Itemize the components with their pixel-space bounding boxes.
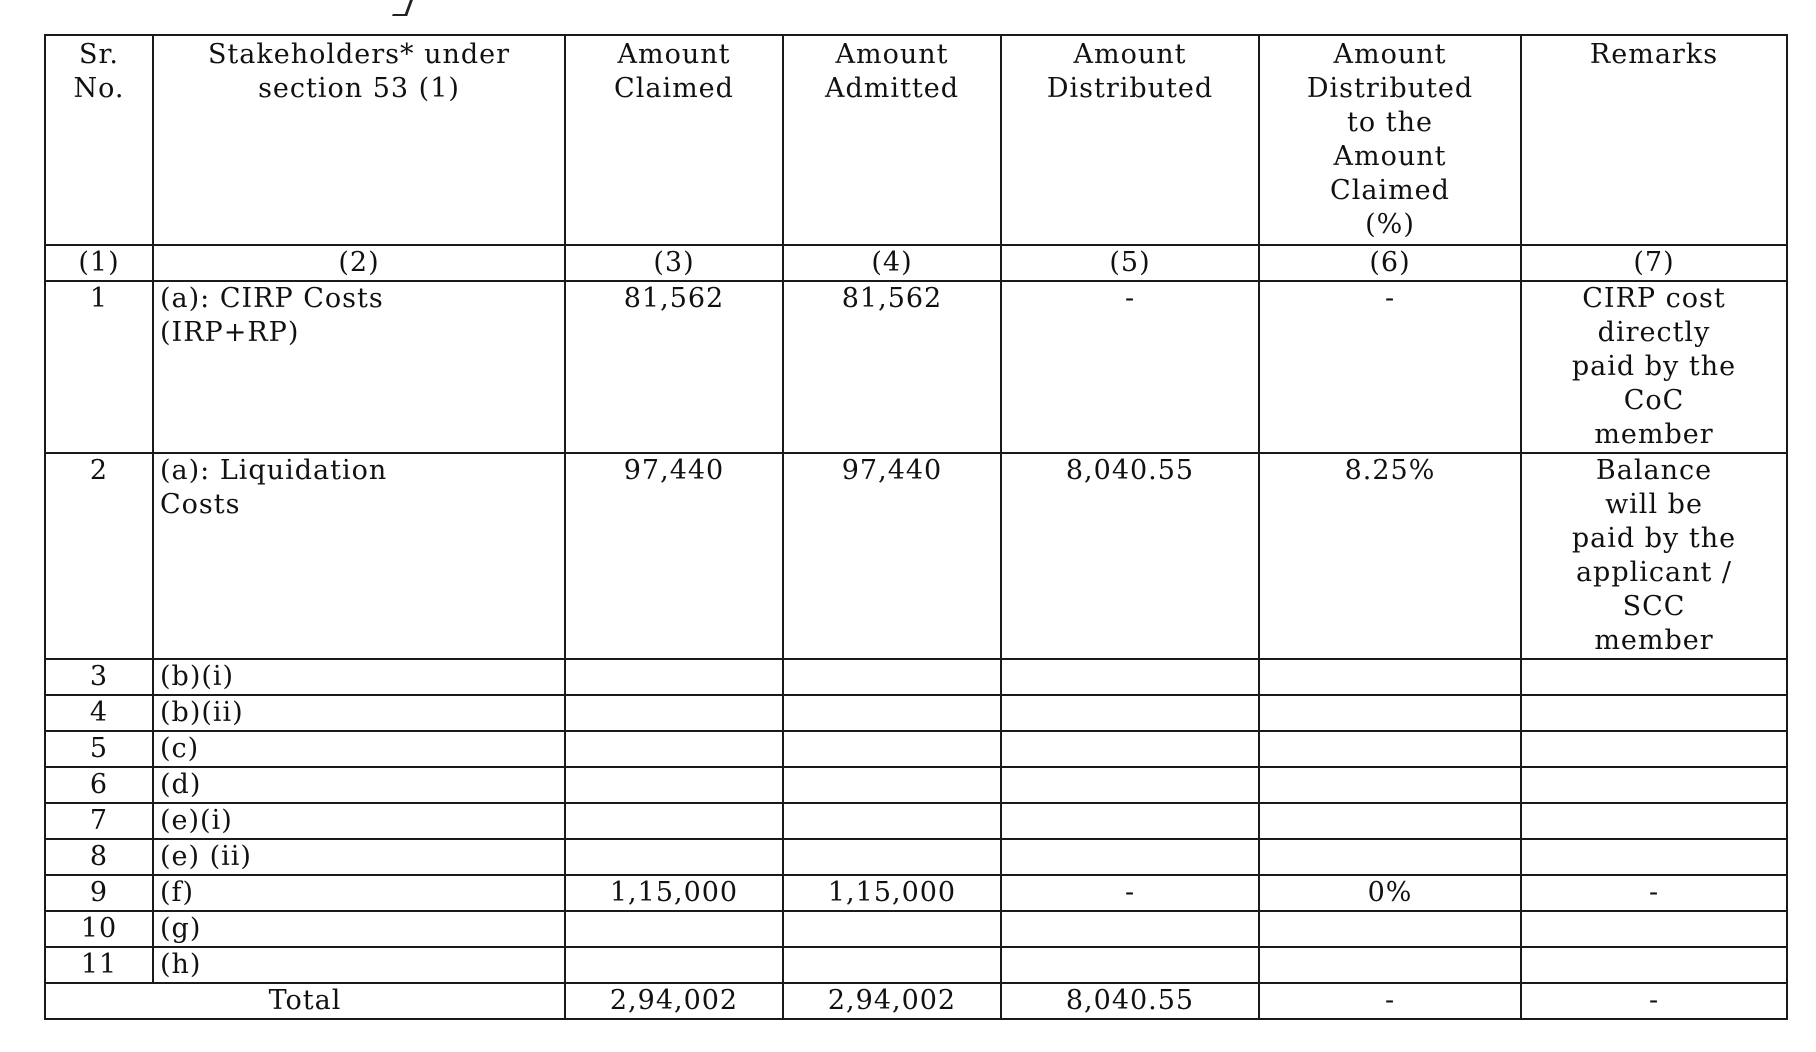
percent-distributed-cell — [1259, 911, 1521, 947]
remarks-cell — [1521, 839, 1787, 875]
stakeholder-cell: (e)(i) — [153, 803, 565, 839]
amount-distributed-cell — [1001, 659, 1259, 695]
amount-admitted-cell — [783, 695, 1001, 731]
stakeholder-cell: (c) — [153, 731, 565, 767]
percent-distributed-cell — [1259, 731, 1521, 767]
percent-distributed-cell — [1259, 803, 1521, 839]
amount-admitted-cell: 1,15,000 — [783, 875, 1001, 911]
table-row — [45, 947, 1787, 983]
column-number: (3) — [565, 245, 783, 281]
table-row — [45, 659, 1787, 695]
stakeholder-cell: (a): CIRP Costs (IRP+RP) — [153, 281, 565, 453]
stakeholder-cell: (f) — [153, 875, 565, 911]
percent-distributed-cell — [1259, 839, 1521, 875]
amount-distributed-cell: - — [1001, 281, 1259, 453]
percent-distributed-cell: - — [1259, 281, 1521, 453]
amount-admitted-cell — [783, 947, 1001, 983]
remarks-cell: - — [1521, 875, 1787, 911]
amount-admitted-cell — [783, 839, 1001, 875]
percent-distributed-cell — [1259, 695, 1521, 731]
amount-claimed-cell — [565, 731, 783, 767]
sr-no-cell: 3 — [45, 659, 153, 695]
table-row — [45, 281, 1787, 453]
sr-no-cell: 10 — [45, 911, 153, 947]
table-row — [45, 875, 1787, 911]
amount-distributed-cell: - — [1001, 875, 1259, 911]
table-row — [45, 911, 1787, 947]
remarks-cell — [1521, 767, 1787, 803]
header-stakeholders: Stakeholders* under section 53 (1) — [153, 35, 565, 245]
amount-distributed-cell — [1001, 731, 1259, 767]
header-amount-admitted: Amount Admitted — [783, 35, 1001, 245]
header-amount-distributed: Amount Distributed — [1001, 35, 1259, 245]
scan-mark — [392, 0, 413, 16]
sr-no-cell: 4 — [45, 695, 153, 731]
total-row — [45, 983, 1787, 1019]
amount-distributed-cell — [1001, 839, 1259, 875]
remarks-cell: Balance will be paid by the applicant / SCC member — [1521, 453, 1787, 659]
column-number: (4) — [783, 245, 1001, 281]
remarks-cell — [1521, 659, 1787, 695]
amount-claimed-cell — [565, 803, 783, 839]
percent-distributed-cell: 8.25% — [1259, 453, 1521, 659]
column-number: (2) — [153, 245, 565, 281]
amount-claimed-cell: 81,562 — [565, 281, 783, 453]
amount-claimed-cell — [565, 947, 783, 983]
distribution-table — [44, 34, 1788, 1020]
total-amount-distributed: 8,040.55 — [1001, 983, 1259, 1019]
sr-no-cell: 11 — [45, 947, 153, 983]
amount-distributed-cell — [1001, 767, 1259, 803]
column-number: (6) — [1259, 245, 1521, 281]
sr-no-cell: 1 — [45, 281, 153, 453]
column-number: (7) — [1521, 245, 1787, 281]
header-remarks: Remarks — [1521, 35, 1787, 245]
sr-no-cell: 6 — [45, 767, 153, 803]
amount-distributed-cell — [1001, 911, 1259, 947]
sr-no-cell: 9 — [45, 875, 153, 911]
percent-distributed-cell — [1259, 767, 1521, 803]
table-row — [45, 767, 1787, 803]
amount-distributed-cell — [1001, 695, 1259, 731]
header-row — [45, 35, 1787, 245]
sr-no-cell: 5 — [45, 731, 153, 767]
amount-admitted-cell — [783, 731, 1001, 767]
header-percent-distributed: Amount Distributed to the Amount Claimed (%) — [1259, 35, 1521, 245]
amount-admitted-cell — [783, 767, 1001, 803]
stakeholder-cell: (d) — [153, 767, 565, 803]
amount-claimed-cell — [565, 659, 783, 695]
amount-admitted-cell — [783, 911, 1001, 947]
amount-distributed-cell: 8,040.55 — [1001, 453, 1259, 659]
stakeholder-cell: (h) — [153, 947, 565, 983]
stakeholder-cell: (g) — [153, 911, 565, 947]
remarks-cell: CIRP cost directly paid by the CoC member — [1521, 281, 1787, 453]
amount-claimed-cell — [565, 839, 783, 875]
column-number-row — [45, 245, 1787, 281]
percent-distributed-cell: 0% — [1259, 875, 1521, 911]
stakeholder-cell: (b)(i) — [153, 659, 565, 695]
amount-claimed-cell: 97,440 — [565, 453, 783, 659]
column-number: (5) — [1001, 245, 1259, 281]
header-amount-claimed: Amount Claimed — [565, 35, 783, 245]
total-remarks: - — [1521, 983, 1787, 1019]
remarks-cell — [1521, 803, 1787, 839]
total-amount-claimed: 2,94,002 — [565, 983, 783, 1019]
table-row — [45, 695, 1787, 731]
table-row — [45, 731, 1787, 767]
total-percent: - — [1259, 983, 1521, 1019]
percent-distributed-cell — [1259, 947, 1521, 983]
amount-claimed-cell — [565, 695, 783, 731]
amount-distributed-cell — [1001, 803, 1259, 839]
amount-claimed-cell — [565, 767, 783, 803]
total-label: Total — [45, 983, 565, 1019]
stakeholder-cell: (b)(ii) — [153, 695, 565, 731]
sr-no-cell: 2 — [45, 453, 153, 659]
amount-admitted-cell: 97,440 — [783, 453, 1001, 659]
amount-admitted-cell — [783, 659, 1001, 695]
remarks-cell — [1521, 731, 1787, 767]
table-row — [45, 839, 1787, 875]
column-number: (1) — [45, 245, 153, 281]
sr-no-cell: 8 — [45, 839, 153, 875]
amount-distributed-cell — [1001, 947, 1259, 983]
amount-admitted-cell — [783, 803, 1001, 839]
stakeholder-cell: (e) (ii) — [153, 839, 565, 875]
table-row — [45, 453, 1787, 659]
amount-admitted-cell: 81,562 — [783, 281, 1001, 453]
sr-no-cell: 7 — [45, 803, 153, 839]
total-amount-admitted: 2,94,002 — [783, 983, 1001, 1019]
remarks-cell — [1521, 947, 1787, 983]
remarks-cell — [1521, 695, 1787, 731]
remarks-cell — [1521, 911, 1787, 947]
stakeholder-cell: (a): Liquidation Costs — [153, 453, 565, 659]
table-row — [45, 803, 1787, 839]
percent-distributed-cell — [1259, 659, 1521, 695]
header-sr-no: Sr. No. — [45, 35, 153, 245]
amount-claimed-cell: 1,15,000 — [565, 875, 783, 911]
amount-claimed-cell — [565, 911, 783, 947]
